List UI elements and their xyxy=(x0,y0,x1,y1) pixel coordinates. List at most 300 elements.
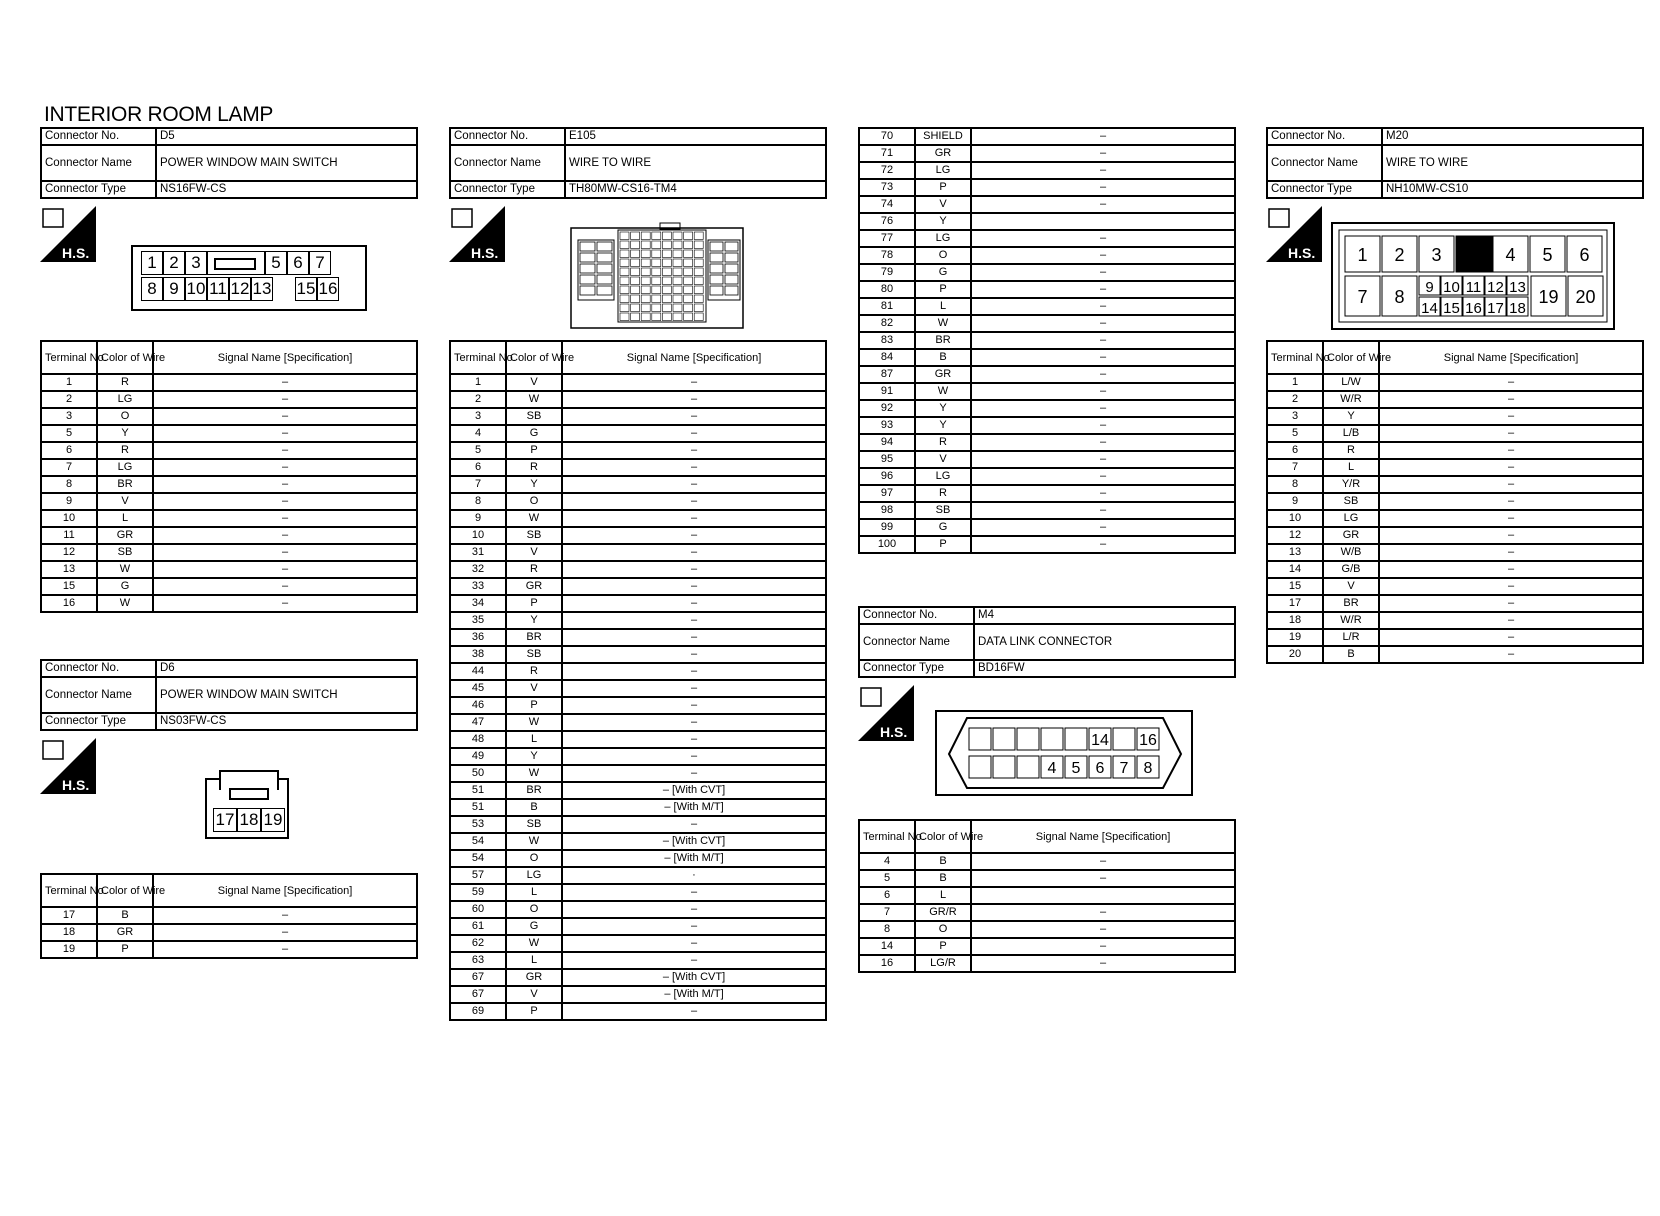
connector-d5-diagram xyxy=(131,245,367,311)
table-row xyxy=(41,391,417,408)
table-row xyxy=(41,561,417,578)
terminal-no-cell: 50 xyxy=(450,765,506,782)
signal-name-cell: – xyxy=(153,578,417,595)
latch-tab xyxy=(219,770,279,790)
table-row xyxy=(450,612,826,629)
pin-10: 10 xyxy=(1443,279,1460,296)
signal-name-cell: – xyxy=(971,145,1235,162)
signal-name-cell: – xyxy=(971,904,1235,921)
pin-cavity xyxy=(652,232,661,240)
signal-name-cell: – xyxy=(971,247,1235,264)
pin-cavity xyxy=(1017,728,1039,750)
wire-color-cell: R xyxy=(97,442,153,459)
table-row xyxy=(41,408,417,425)
terminal-no-cell: 98 xyxy=(859,502,915,519)
terminal-no-cell: 6 xyxy=(450,459,506,476)
signal-name-cell: – xyxy=(153,493,417,510)
connector-e105-info xyxy=(449,127,827,199)
header-color-of-wire: Color of Wire xyxy=(97,341,153,374)
pin-cavity xyxy=(662,250,671,258)
wire-color-cell: Y xyxy=(506,748,562,765)
wire-color-cell: B xyxy=(506,799,562,816)
wire-color-cell: GR xyxy=(915,366,971,383)
pin-cavity xyxy=(673,241,682,249)
signal-name-cell: – [With M/T] xyxy=(562,986,826,1003)
terminal-no-cell: 87 xyxy=(859,366,915,383)
terminal-no-cell: 2 xyxy=(450,391,506,408)
header-signal-name: Signal Name [Specification] xyxy=(153,341,417,374)
table-row xyxy=(859,938,1235,955)
wire-color-cell: B xyxy=(915,870,971,887)
signal-name-cell: – xyxy=(562,748,826,765)
table-row xyxy=(859,485,1235,502)
hs-icon xyxy=(1266,206,1322,262)
wire-color-cell: LG xyxy=(97,391,153,408)
signal-name-cell: – xyxy=(562,391,826,408)
pin-cavity xyxy=(662,259,671,267)
pin-cavity xyxy=(1113,728,1135,750)
pin-cavity xyxy=(652,277,661,285)
terminal-no-cell: 81 xyxy=(859,298,915,315)
pin-cavity xyxy=(673,268,682,276)
wire-color-cell: R xyxy=(1323,442,1379,459)
pin-block-right xyxy=(708,240,740,300)
wire-color-cell: R xyxy=(915,434,971,451)
terminal-no-cell: 67 xyxy=(450,986,506,1003)
terminal-no-cell: 16 xyxy=(859,955,915,972)
terminal-no-cell: 73 xyxy=(859,179,915,196)
signal-name-cell: – xyxy=(562,493,826,510)
header-color-of-wire: Color of Wire xyxy=(915,820,971,853)
table-row xyxy=(1267,408,1643,425)
terminal-no-cell: 2 xyxy=(1267,391,1323,408)
wire-color-cell: Y xyxy=(506,612,562,629)
table-row xyxy=(450,544,826,561)
wire-color-cell: W/B xyxy=(1323,544,1379,561)
table-row xyxy=(859,400,1235,417)
terminal-no-cell: 93 xyxy=(859,417,915,434)
connector-type-value: NS16FW-CS xyxy=(156,181,417,198)
table-row xyxy=(859,230,1235,247)
wire-color-cell: W/R xyxy=(1323,612,1379,629)
pin-cavity xyxy=(662,268,671,276)
terminal-no-cell: 92 xyxy=(859,400,915,417)
terminal-no-cell: 94 xyxy=(859,434,915,451)
pin-7: 7 xyxy=(309,251,331,275)
terminal-no-cell: 6 xyxy=(1267,442,1323,459)
connector-type-value: NS03FW-CS xyxy=(156,713,417,730)
signal-name-cell: – xyxy=(971,519,1235,536)
header-terminal-no: Terminal No. xyxy=(450,341,506,374)
signal-name-cell: – xyxy=(562,816,826,833)
signal-name-cell: – xyxy=(153,459,417,476)
wire-color-cell: P xyxy=(915,536,971,553)
table-row xyxy=(41,578,417,595)
wire-color-cell: L/W xyxy=(1323,374,1379,391)
pin-13: 13 xyxy=(1509,279,1526,296)
connector-e105-diagram xyxy=(570,222,744,330)
wire-color-cell: GR xyxy=(506,578,562,595)
signal-name-cell: – xyxy=(971,536,1235,553)
wire-color-cell: V xyxy=(506,374,562,391)
pin-cavity xyxy=(597,253,612,262)
pin-5: 5 xyxy=(1071,760,1081,777)
signal-name-cell: – xyxy=(971,955,1235,972)
terminal-no-cell: 5 xyxy=(41,425,97,442)
signal-name-cell: – xyxy=(1379,459,1643,476)
terminal-no-cell: 70 xyxy=(859,128,915,145)
signal-name-cell: – xyxy=(971,179,1235,196)
wire-color-cell: GR xyxy=(1323,527,1379,544)
terminal-no-cell: 60 xyxy=(450,901,506,918)
signal-name-cell: – xyxy=(1379,561,1643,578)
wire-color-cell: GR xyxy=(506,969,562,986)
pin-cavity xyxy=(641,295,650,303)
wire-color-cell: G xyxy=(97,578,153,595)
pin-5: 5 xyxy=(1542,245,1553,265)
terminal-no-cell: 1 xyxy=(450,374,506,391)
signal-name-cell: – xyxy=(971,870,1235,887)
connector-m20-diagram xyxy=(1331,222,1617,332)
wire-color-cell: P xyxy=(915,179,971,196)
label-connector-type: Connector Type xyxy=(41,181,156,198)
pin-8: 8 xyxy=(1394,287,1405,307)
wire-color-cell: O xyxy=(915,921,971,938)
header-signal-name: Signal Name [Specification] xyxy=(562,341,826,374)
hs-label: H.S. xyxy=(62,245,90,261)
connector-d6-info xyxy=(40,659,418,731)
signal-name-cell: – xyxy=(1379,374,1643,391)
terminal-no-cell: 79 xyxy=(859,264,915,281)
signal-name-cell: – xyxy=(971,921,1235,938)
pin-cavity xyxy=(631,295,640,303)
pin-cavity xyxy=(1017,756,1039,778)
pin-cavity xyxy=(725,264,738,273)
table-row xyxy=(859,247,1235,264)
hs-icon xyxy=(858,685,914,741)
signal-name-cell: – xyxy=(562,527,826,544)
wire-color-cell: B xyxy=(915,349,971,366)
pin-2: 2 xyxy=(1394,245,1405,265)
signal-name-cell: – xyxy=(562,714,826,731)
wire-color-cell: P xyxy=(506,595,562,612)
connector-m20-pin-table xyxy=(1266,340,1644,664)
table-row xyxy=(450,374,826,391)
signal-name-cell: – xyxy=(971,383,1235,400)
pin-cavity xyxy=(652,268,661,276)
wire-color-cell: Y xyxy=(97,425,153,442)
pin-cavity xyxy=(694,304,703,312)
signal-name-cell: – xyxy=(562,612,826,629)
wire-color-cell: G xyxy=(915,264,971,281)
terminal-no-cell: 15 xyxy=(41,578,97,595)
terminal-no-cell: 77 xyxy=(859,230,915,247)
wire-color-cell: P xyxy=(915,938,971,955)
pin-cavity xyxy=(993,756,1015,778)
wire-color-cell: LG xyxy=(915,162,971,179)
header-terminal-no: Terminal No. xyxy=(41,341,97,374)
pin-16: 16 xyxy=(1465,300,1482,317)
pin-cavity xyxy=(631,313,640,321)
pin-13: 13 xyxy=(251,277,273,301)
pin-cavity xyxy=(684,241,693,249)
wire-color-cell: Y xyxy=(915,213,971,230)
table-row xyxy=(41,941,417,958)
signal-name-cell: – xyxy=(562,544,826,561)
wire-color-cell: G/B xyxy=(1323,561,1379,578)
signal-name-cell: – xyxy=(1379,391,1643,408)
wire-color-cell: O xyxy=(97,408,153,425)
pin-cavity xyxy=(641,241,650,249)
signal-name-cell: – xyxy=(153,476,417,493)
table-row xyxy=(450,850,826,867)
signal-name-cell: – xyxy=(562,629,826,646)
wire-color-cell: L xyxy=(97,510,153,527)
pin-cavity xyxy=(1065,728,1087,750)
terminal-no-cell: 8 xyxy=(1267,476,1323,493)
terminal-no-cell: 17 xyxy=(41,907,97,924)
terminal-no-cell: 5 xyxy=(1267,425,1323,442)
signal-name-cell: – [With M/T] xyxy=(562,850,826,867)
signal-name-cell: – xyxy=(562,901,826,918)
pin-cavity xyxy=(620,268,629,276)
pin-cavity xyxy=(694,250,703,258)
pin-20: 20 xyxy=(1575,287,1596,307)
pin-cavity xyxy=(641,277,650,285)
signal-name-cell: – xyxy=(1379,646,1643,663)
table-row xyxy=(41,907,417,924)
signal-name-cell: – xyxy=(1379,527,1643,544)
pin-cavity xyxy=(580,242,595,251)
pin-cavity xyxy=(631,268,640,276)
label-connector-name: Connector Name xyxy=(450,145,565,181)
terminal-no-cell: 7 xyxy=(41,459,97,476)
pin-cavity xyxy=(694,259,703,267)
wire-color-cell: P xyxy=(915,281,971,298)
terminal-no-cell: 20 xyxy=(1267,646,1323,663)
pin-cavity xyxy=(631,250,640,258)
header-terminal-no: Terminal No. xyxy=(41,874,97,907)
pin-cavity xyxy=(662,313,671,321)
signal-name-cell: – xyxy=(562,663,826,680)
table-row xyxy=(859,196,1235,213)
pin-cavity xyxy=(641,286,650,294)
terminal-no-cell: 51 xyxy=(450,782,506,799)
table-row xyxy=(450,748,826,765)
terminal-no-cell: 31 xyxy=(450,544,506,561)
signal-name-cell: – xyxy=(971,128,1235,145)
connector-no-value: D5 xyxy=(156,128,417,145)
terminal-no-cell: 1 xyxy=(1267,374,1323,391)
table-row xyxy=(41,493,417,510)
label-connector-type: Connector Type xyxy=(1267,181,1382,198)
signal-name-cell: – xyxy=(971,502,1235,519)
terminal-no-cell: 91 xyxy=(859,383,915,400)
signal-name-cell: – xyxy=(971,230,1235,247)
wire-color-cell: V xyxy=(1323,578,1379,595)
table-row xyxy=(859,162,1235,179)
terminal-no-cell: 53 xyxy=(450,816,506,833)
signal-name-cell: – xyxy=(562,476,826,493)
terminal-no-cell: 36 xyxy=(450,629,506,646)
terminal-no-cell: 54 xyxy=(450,833,506,850)
table-row xyxy=(450,629,826,646)
pin-4: 4 xyxy=(1505,245,1516,265)
pin-cavity xyxy=(694,286,703,294)
table-row xyxy=(450,425,826,442)
table-row xyxy=(41,527,417,544)
signal-name-cell: – xyxy=(1379,408,1643,425)
pin-cavity xyxy=(580,253,595,262)
table-row xyxy=(1267,374,1643,391)
signal-name-cell: – xyxy=(1379,629,1643,646)
wire-color-cell: V xyxy=(506,680,562,697)
pin-cavity xyxy=(684,277,693,285)
pin-cavity xyxy=(652,250,661,258)
terminal-no-cell: 18 xyxy=(41,924,97,941)
table-row xyxy=(450,527,826,544)
signal-name-cell: – xyxy=(971,938,1235,955)
signal-name-cell: – xyxy=(1379,544,1643,561)
terminal-no-cell: 35 xyxy=(450,612,506,629)
table-row xyxy=(450,918,826,935)
table-row xyxy=(859,264,1235,281)
connector-d5-info xyxy=(40,127,418,199)
label-connector-type: Connector Type xyxy=(41,713,156,730)
wire-color-cell: W xyxy=(506,510,562,527)
header-terminal-no: Terminal No. xyxy=(859,820,915,853)
connector-name-value: WIRE TO WIRE xyxy=(1382,145,1643,181)
pin-1: 1 xyxy=(1357,245,1368,265)
terminal-no-cell: 6 xyxy=(41,442,97,459)
table-row xyxy=(41,425,417,442)
signal-name-cell: · xyxy=(562,867,826,884)
pin-5: 5 xyxy=(265,251,287,275)
signal-name-cell: – xyxy=(1379,612,1643,629)
header-color-of-wire: Color of Wire xyxy=(97,874,153,907)
pin-2: 2 xyxy=(163,251,185,275)
terminal-no-cell: 57 xyxy=(450,867,506,884)
terminal-no-cell: 7 xyxy=(859,904,915,921)
signal-name-cell: – xyxy=(153,425,417,442)
pin-cavity xyxy=(652,295,661,303)
terminal-no-cell: 9 xyxy=(1267,493,1323,510)
pin-16: 16 xyxy=(317,277,339,301)
terminal-no-cell: 10 xyxy=(1267,510,1323,527)
table-row xyxy=(859,921,1235,938)
table-row xyxy=(1267,459,1643,476)
terminal-no-cell: 11 xyxy=(41,527,97,544)
wire-color-cell: G xyxy=(506,425,562,442)
empty-pin xyxy=(273,277,293,299)
signal-name-cell: – xyxy=(153,561,417,578)
table-row xyxy=(41,924,417,941)
pin-cavity xyxy=(652,286,661,294)
table-row xyxy=(450,680,826,697)
pin-cavity xyxy=(620,286,629,294)
connector-type-value: TH80MW-CS16-TM4 xyxy=(565,181,826,198)
table-row xyxy=(1267,425,1643,442)
wire-color-cell: BR xyxy=(506,782,562,799)
terminal-no-cell: 10 xyxy=(41,510,97,527)
terminal-no-cell: 47 xyxy=(450,714,506,731)
terminal-no-cell: 67 xyxy=(450,969,506,986)
wire-color-cell: LG xyxy=(1323,510,1379,527)
pin-cavity xyxy=(673,259,682,267)
wire-color-cell: L xyxy=(915,298,971,315)
connector-name-value: WIRE TO WIRE xyxy=(565,145,826,181)
wire-color-cell: G xyxy=(506,918,562,935)
latch-icon xyxy=(214,258,256,270)
table-row xyxy=(450,714,826,731)
signal-name-cell: – xyxy=(971,468,1235,485)
table-row xyxy=(450,561,826,578)
table-row xyxy=(450,476,826,493)
pin-4: 4 xyxy=(1047,760,1057,777)
table-row xyxy=(450,1003,826,1020)
wire-color-cell: SB xyxy=(506,527,562,544)
pin-cavity xyxy=(620,232,629,240)
signal-name-cell: – xyxy=(562,884,826,901)
pin-cavity xyxy=(684,295,693,303)
pin-12: 12 xyxy=(229,277,251,301)
wire-color-cell: Y xyxy=(506,476,562,493)
key-block xyxy=(1456,236,1492,272)
terminal-no-cell: 9 xyxy=(41,493,97,510)
wire-color-cell: O xyxy=(915,247,971,264)
pin-9: 9 xyxy=(1425,279,1434,296)
signal-name-cell: – xyxy=(971,264,1235,281)
signal-name-cell: – [With CVT] xyxy=(562,782,826,799)
wire-color-cell: O xyxy=(506,493,562,510)
terminal-no-cell: 69 xyxy=(450,1003,506,1020)
terminal-no-cell: 3 xyxy=(1267,408,1323,425)
signal-name-cell: – xyxy=(153,595,417,612)
signal-name-cell: – xyxy=(562,510,826,527)
signal-name-cell: – xyxy=(971,417,1235,434)
table-row xyxy=(859,145,1235,162)
connector-type-value: BD16FW xyxy=(974,660,1235,677)
table-row xyxy=(859,417,1235,434)
wire-color-cell: BR xyxy=(506,629,562,646)
signal-name-cell: – xyxy=(971,315,1235,332)
signal-name-cell: – xyxy=(153,544,417,561)
pin-cavity xyxy=(662,232,671,240)
pin-cavity xyxy=(694,295,703,303)
terminal-no-cell: 32 xyxy=(450,561,506,578)
connector-m4-diagram xyxy=(935,710,1195,798)
connector-type-value: NH10MW-CS10 xyxy=(1382,181,1643,198)
hs-label: H.S. xyxy=(1288,245,1316,261)
terminal-no-cell: 100 xyxy=(859,536,915,553)
signal-name-cell: – xyxy=(971,162,1235,179)
wire-color-cell: W xyxy=(97,595,153,612)
hs-icon xyxy=(40,738,96,794)
pin-14: 14 xyxy=(1421,300,1438,317)
table-row xyxy=(859,349,1235,366)
wire-color-cell: SHIELD xyxy=(915,128,971,145)
pin-cavity xyxy=(620,295,629,303)
signal-name-cell: – xyxy=(562,918,826,935)
pin-cavity xyxy=(993,728,1015,750)
signal-name-cell: – xyxy=(971,434,1235,451)
table-row xyxy=(450,867,826,884)
table-row xyxy=(450,782,826,799)
terminal-no-cell: 61 xyxy=(450,918,506,935)
connector-m20-info xyxy=(1266,127,1644,199)
signal-name-cell: – xyxy=(971,485,1235,502)
wire-color-cell: W/R xyxy=(1323,391,1379,408)
